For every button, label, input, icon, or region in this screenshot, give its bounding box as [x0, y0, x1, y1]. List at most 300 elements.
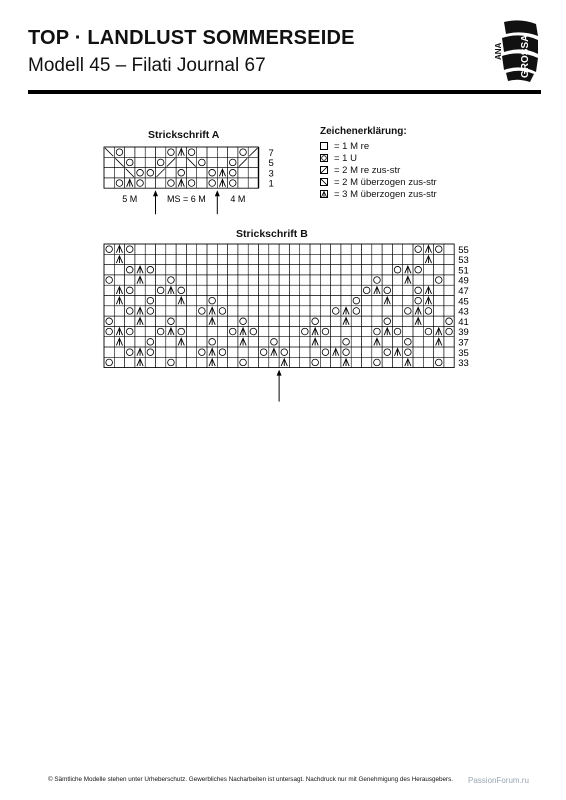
chart-cell [176, 265, 186, 275]
row-number: 37 [458, 337, 469, 349]
chart-cell [186, 265, 196, 275]
yarn-over-symbol [147, 308, 154, 315]
yarn-over-symbol [209, 169, 216, 176]
chart-cell [372, 265, 382, 275]
legend-item: = 2 M überzogen zus-str [320, 176, 437, 188]
yarn-over-symbol [219, 308, 226, 315]
chart-cell [238, 306, 248, 316]
yarn-over-symbol [363, 287, 370, 294]
chart-cell [351, 244, 361, 254]
chart-cell [289, 244, 299, 254]
yarn-over-symbol [106, 359, 113, 366]
chart-cell [331, 265, 341, 275]
chart-cell [269, 316, 279, 326]
chart-cell [197, 326, 207, 336]
chart-cell [228, 254, 238, 264]
yarn-over-symbol [178, 328, 185, 335]
yarn-over-symbol [199, 349, 206, 356]
yarn-over-symbol [147, 266, 154, 273]
chart-cell [145, 357, 155, 367]
chart-cell [320, 244, 330, 254]
chart-cell [166, 265, 176, 275]
chart-cell [320, 254, 330, 264]
chart-cell [186, 285, 196, 295]
chart-cell [444, 306, 454, 316]
yarn-over-symbol [229, 328, 236, 335]
chart-cell [362, 296, 372, 306]
chart-cell [279, 285, 289, 295]
yarn-over-symbol [126, 246, 133, 253]
yarn-over-symbol [126, 328, 133, 335]
chart-cell [145, 285, 155, 295]
chart-cell [382, 244, 392, 254]
chart-cell [238, 244, 248, 254]
chart-cell [197, 275, 207, 285]
chart-cell [104, 168, 114, 178]
row-number: 3 [268, 168, 274, 180]
chart-cell [372, 316, 382, 326]
chart-cell [217, 254, 227, 264]
logo-text-grossa: GROSSA [520, 34, 531, 78]
chart-cell [114, 316, 124, 326]
chart-cell [228, 244, 238, 254]
chart-cell [166, 168, 176, 178]
yarn-over-symbol [126, 159, 133, 166]
chart-cell [259, 265, 269, 275]
chart-cell [289, 296, 299, 306]
chart-cell [186, 168, 196, 178]
header-rule [28, 90, 541, 94]
row-number: 53 [458, 255, 469, 267]
yarn-over-symbol [126, 308, 133, 315]
yarn-over-symbol [199, 159, 206, 166]
chart-cell [279, 316, 289, 326]
chart-cell [125, 337, 135, 347]
chart-cell [289, 254, 299, 264]
chart-cell [228, 265, 238, 275]
yarn-over-symbol [415, 246, 422, 253]
chart-cell [362, 326, 372, 336]
chart-cell [413, 357, 423, 367]
chart-cell [259, 326, 269, 336]
yarn-over-symbol [405, 349, 412, 356]
chart-cell [135, 147, 145, 157]
chart-cell [434, 265, 444, 275]
chart-cell [104, 157, 114, 167]
row-number: 7 [268, 147, 274, 159]
chart-cell [259, 337, 269, 347]
chart-cell [289, 285, 299, 295]
chart-cell [145, 316, 155, 326]
chart-cell [125, 147, 135, 157]
chart-cell [166, 296, 176, 306]
chart-cell [310, 347, 320, 357]
chart-cell [135, 296, 145, 306]
chart-cell [186, 357, 196, 367]
chart-cell [403, 326, 413, 336]
row-number: 1 [268, 178, 274, 190]
chart-cell [310, 275, 320, 285]
chart-cell [135, 326, 145, 336]
chart-cell [300, 316, 310, 326]
chart-cell [392, 275, 402, 285]
chart-cell [362, 254, 372, 264]
chart-cell [269, 254, 279, 264]
chart-cell [186, 244, 196, 254]
chart-cell [197, 265, 207, 275]
chart-cell [310, 285, 320, 295]
yarn-over-symbol [353, 297, 360, 304]
yarn-over-symbol [353, 308, 360, 315]
chart-cell [392, 357, 402, 367]
yarn-over-symbol [425, 308, 432, 315]
chart-cell [289, 337, 299, 347]
chart-cell [166, 347, 176, 357]
ssk-symbol [105, 148, 113, 156]
chart-cell [320, 275, 330, 285]
chart-cell [135, 254, 145, 264]
chart-cell [413, 326, 423, 336]
chart-cell [444, 265, 454, 275]
chart-cell [197, 147, 207, 157]
chart-cell [156, 296, 166, 306]
chart-cell [289, 357, 299, 367]
chart-cell [320, 337, 330, 347]
chart-cell [156, 178, 166, 188]
chart-cell [259, 244, 269, 254]
chart-cell [372, 347, 382, 357]
copyright-note: © Sämtliche Modelle stehen unter Urheberschutz. Gewerbliches Nacharbeiten ist untersagt. Nachdruck nur mit Genehmigung des Herausgebers. [48, 776, 454, 783]
chart-cell [207, 147, 217, 157]
chart-cell [125, 316, 135, 326]
page-title: TOP · LANDLUST SOMMERSEIDE [28, 27, 355, 49]
chart-cell [300, 337, 310, 347]
chart-cell [279, 244, 289, 254]
chart-cell [238, 347, 248, 357]
chart-cell [423, 337, 433, 347]
chart-cell [197, 357, 207, 367]
chart-cell [279, 306, 289, 316]
ssk-symbol [115, 158, 123, 166]
chart-cell [351, 316, 361, 326]
row-number: 5 [268, 158, 274, 170]
chart-cell [320, 265, 330, 275]
chart-cell [197, 244, 207, 254]
chart-cell [362, 244, 372, 254]
chart-cell [259, 306, 269, 316]
chart-cell [135, 285, 145, 295]
yarn-over-symbol [394, 328, 401, 335]
chart-cell [176, 347, 186, 357]
chart-cell [341, 275, 351, 285]
chart-cell [176, 157, 186, 167]
chart-cell [300, 265, 310, 275]
chart-cell [279, 254, 289, 264]
chart-cell [434, 296, 444, 306]
chart-cell [279, 265, 289, 275]
yarn-over-symbol [405, 339, 412, 346]
chart-cell [341, 296, 351, 306]
chart-cell [269, 326, 279, 336]
chart-cell [207, 275, 217, 285]
chart-cell [197, 254, 207, 264]
chart-cell [156, 337, 166, 347]
chart-cell [248, 316, 258, 326]
chart-cell [413, 347, 423, 357]
legend [320, 126, 437, 200]
yarn-over-symbol [435, 359, 442, 366]
ana-grossa-logo [490, 18, 542, 84]
row-number: 47 [458, 285, 469, 297]
chart-cell [331, 337, 341, 347]
chart-cell [156, 347, 166, 357]
chart-cell [104, 178, 114, 188]
chart-cell [114, 347, 124, 357]
chart-cell [444, 285, 454, 295]
chart-cell [259, 254, 269, 264]
chart-cell [331, 357, 341, 367]
chart-cell [444, 296, 454, 306]
chart-cell [259, 316, 269, 326]
yarn-over-symbol [106, 318, 113, 325]
chart-cell [238, 254, 248, 264]
chart-cell [207, 244, 217, 254]
yarn-over-symbol [384, 287, 391, 294]
chart-cell [413, 275, 423, 285]
chart-cell [289, 275, 299, 285]
chart-cell [238, 178, 248, 188]
yarn-over-symbol [435, 246, 442, 253]
chart-cell [114, 275, 124, 285]
yarn-over-symbol [384, 318, 391, 325]
chart-cell [197, 285, 207, 295]
yarn-over-symbol [302, 328, 309, 335]
ssk-symbol [187, 158, 195, 166]
chart-cell [248, 357, 258, 367]
chart-cell [104, 306, 114, 316]
yarn-over-symbol [116, 180, 123, 187]
chart-cell [207, 326, 217, 336]
yarn-over-symbol [147, 297, 154, 304]
chart-cell [289, 347, 299, 357]
chart-cell [186, 254, 196, 264]
chart-cell [372, 254, 382, 264]
chart-cell [248, 347, 258, 357]
chart-cell [444, 275, 454, 285]
chart-cell [434, 254, 444, 264]
slash-right-square-icon [320, 166, 328, 174]
chart-cell [300, 296, 310, 306]
chart-cell [300, 285, 310, 295]
chart-cell [269, 306, 279, 316]
chart-cell [186, 347, 196, 357]
chart-cell [176, 254, 186, 264]
chart-cell [382, 254, 392, 264]
chart-cell [289, 306, 299, 316]
chart-cell [104, 347, 114, 357]
yarn-over-symbol [229, 169, 236, 176]
chart-cell [413, 254, 423, 264]
label-ms: MS = 6 M [167, 194, 206, 205]
yarn-over-symbol [168, 277, 175, 284]
chart-cell [320, 285, 330, 295]
chart-cell [156, 275, 166, 285]
chart-cell [114, 357, 124, 367]
chart-cell [310, 254, 320, 264]
yarn-over-symbol [229, 159, 236, 166]
chart-cell [310, 296, 320, 306]
chart-cell [392, 296, 402, 306]
yarn-over-symbol [281, 349, 288, 356]
yarn-over-symbol [312, 318, 319, 325]
yarn-over-symbol [415, 287, 422, 294]
chart-cell [403, 285, 413, 295]
chart-cell [269, 296, 279, 306]
legend-item: = 2 M re zus-str [320, 164, 437, 176]
chart-cell [320, 296, 330, 306]
chart-b-title: Strickschrift B [236, 228, 308, 240]
chart-cell [207, 254, 217, 264]
k2tog-symbol [167, 158, 175, 166]
row-number: 55 [458, 244, 469, 256]
legend-item: = 3 M überzogen zus-str [320, 188, 437, 200]
yarn-over-symbol [374, 277, 381, 284]
chart-cell [228, 147, 238, 157]
chart-cell [382, 275, 392, 285]
chart-cell [403, 254, 413, 264]
watermark: PassionForum.ru [468, 776, 529, 785]
chart-cell [341, 254, 351, 264]
chart-cell [186, 306, 196, 316]
chart-cell [413, 337, 423, 347]
chart-cell [104, 296, 114, 306]
chart-cell [248, 178, 258, 188]
yarn-over-symbol [446, 318, 453, 325]
chart-cell [248, 244, 258, 254]
empty-square-icon [320, 142, 328, 150]
chart-cell [228, 357, 238, 367]
chart-cell [300, 244, 310, 254]
chart-cell [114, 265, 124, 275]
chart-cell [331, 316, 341, 326]
row-number: 49 [458, 275, 469, 287]
yarn-over-symbol [250, 328, 257, 335]
chart-cell [176, 306, 186, 316]
yarn-over-symbol [209, 339, 216, 346]
yarn-over-symbol [240, 359, 247, 366]
chart-cell [186, 296, 196, 306]
chart-cell [217, 316, 227, 326]
chart-cell [300, 306, 310, 316]
chart-cell [279, 326, 289, 336]
chart-cell [145, 275, 155, 285]
chart-cell [176, 244, 186, 254]
chart-cell [166, 254, 176, 264]
chart-cell [156, 147, 166, 157]
chart-cell [238, 275, 248, 285]
chart-cell [444, 244, 454, 254]
chart-cell [434, 316, 444, 326]
chart-cell [248, 296, 258, 306]
chart-cell [331, 254, 341, 264]
yarn-over-symbol [147, 339, 154, 346]
chart-cell [341, 244, 351, 254]
chart-cell [228, 275, 238, 285]
chart-cell [372, 296, 382, 306]
chart-cell [300, 275, 310, 285]
chart-a-title: Strickschrift A [148, 129, 220, 141]
chart-cell [320, 357, 330, 367]
chart-cell [362, 357, 372, 367]
chart-cell [197, 316, 207, 326]
chart-a-grid [100, 143, 290, 218]
chart-cell [310, 244, 320, 254]
chart-cell [351, 326, 361, 336]
chart-cell [269, 285, 279, 295]
chart-cell [238, 265, 248, 275]
yarn-over-symbol [435, 277, 442, 284]
chart-cell [145, 254, 155, 264]
chart-cell [104, 337, 114, 347]
chart-cell [217, 296, 227, 306]
chart-cell [269, 357, 279, 367]
yarn-over-symbol [332, 308, 339, 315]
chart-cell [125, 296, 135, 306]
chart-cell [444, 254, 454, 264]
chart-cell [423, 357, 433, 367]
chart-cell [166, 337, 176, 347]
yarn-over-symbol [415, 297, 422, 304]
chart-cell [217, 326, 227, 336]
chart-cell [228, 296, 238, 306]
yarn-over-symbol [157, 287, 164, 294]
row-number: 41 [458, 316, 469, 328]
chart-cell [351, 337, 361, 347]
chart-cell [320, 316, 330, 326]
yarn-over-symbol [322, 328, 329, 335]
logo-text-ana: ANA [494, 42, 503, 60]
yarn-over-symbol [178, 287, 185, 294]
yarn-over-symbol [209, 180, 216, 187]
chart-cell [341, 285, 351, 295]
yarn-over-symbol [209, 297, 216, 304]
yarn-over-symbol [240, 318, 247, 325]
legend-item: = 1 U [320, 152, 437, 164]
chart-cell [197, 178, 207, 188]
yarn-over-symbol [168, 149, 175, 156]
chart-cell [248, 168, 258, 178]
chart-cell [125, 357, 135, 367]
chart-cell [197, 168, 207, 178]
yarn-over-symbol [147, 169, 154, 176]
chart-cell [186, 337, 196, 347]
yarn-over-symbol [260, 349, 267, 356]
yarn-over-symbol [394, 266, 401, 273]
chart-cell [186, 326, 196, 336]
chart-cell [331, 244, 341, 254]
yarn-over-symbol [219, 349, 226, 356]
chart-cell [362, 316, 372, 326]
chart-cell [289, 265, 299, 275]
chart-cell [392, 316, 402, 326]
chart-cell [248, 337, 258, 347]
chart-cell [114, 168, 124, 178]
chart-cell [351, 254, 361, 264]
row-number: 39 [458, 327, 469, 339]
chart-cell [166, 306, 176, 316]
chart-cell [156, 244, 166, 254]
chart-cell [310, 306, 320, 316]
